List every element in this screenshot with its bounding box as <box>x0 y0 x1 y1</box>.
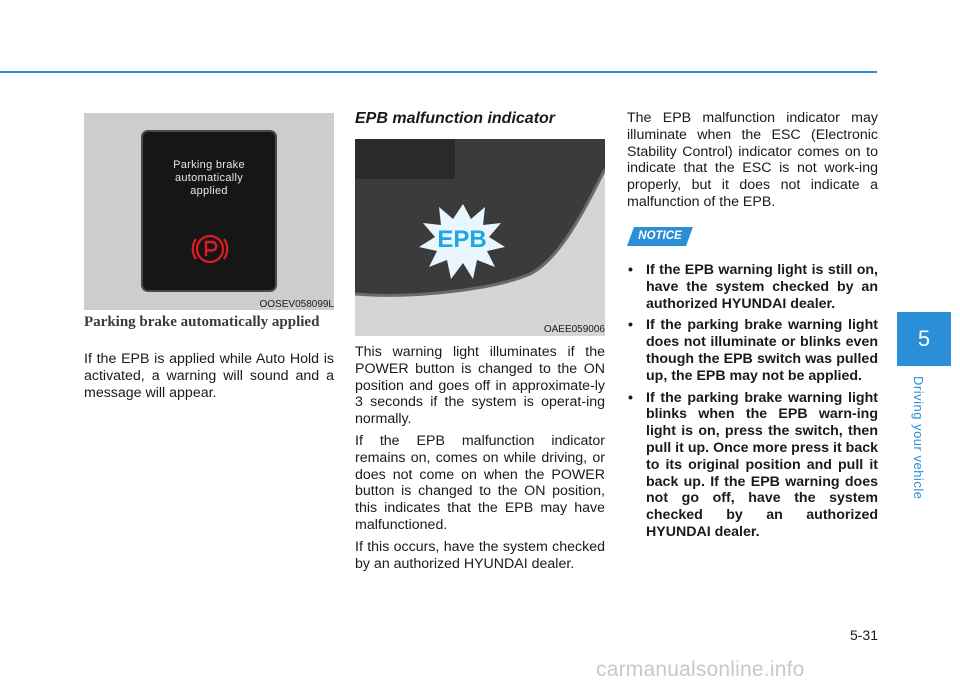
bullet: • <box>628 262 633 278</box>
chapter-label: Driving your vehicle <box>911 376 926 500</box>
epb-symbol: EPB <box>437 226 487 253</box>
mid-paragraph-2: If the EPB malfunction indicator remains on, comes on while driving, or does not come on when the POWER button is changed to the ON position, this indicates that the EPB may have malfunctioned. <box>355 432 605 533</box>
figure-code: OOSEV058099L <box>259 299 334 310</box>
bullet: • <box>628 317 633 334</box>
right-intro-paragraph: The EPB malfunction indicator may illuminate when the ESC (Electronic Stability Control) indicator comes on to indicate that the ESC is not work-ing properly, but it does not indicate a malfunction of the EPB. <box>627 110 878 210</box>
notice-item <box>627 262 878 312</box>
mid-paragraph-3: If this occurs, have the system checked by an authorized HYUNDAI dealer. <box>355 538 605 572</box>
section-heading: EPB malfunction indicator <box>355 110 556 127</box>
header-rule <box>0 71 877 73</box>
notice-item-text: If the EPB warning light is still on, have the system checked by an authorized HYUNDAI dealer. <box>646 262 878 312</box>
mid-paragraph-1: This warning light illuminates if the POWER button is changed to the ON position and goes off in approximate-ly 3 seconds if the system is operat-ing normally. <box>355 344 605 428</box>
notice-item-text: If the parking brake warning light blinks when the EPB warn-ing light is on, press the switch, then pull it up. Once more press it back to its original position and pull it back up. If the EPB warning does not go off, have the system checked by an authorized HYUNDAI dealer. <box>646 389 878 540</box>
page-number: 5-31 <box>849 627 878 643</box>
notice-item-text: If the parking brake warning light does not illuminate or blinks even though the EPB switch was pulled up, the EPB may not be applied. <box>646 317 878 384</box>
chapter-number: 5 <box>917 326 931 351</box>
cluster-message-text: Parking brake automatically applied <box>173 159 245 197</box>
bullet: • <box>628 389 633 406</box>
watermark: carmanualsonline.info <box>596 658 805 681</box>
auto-hold-display-figure <box>84 113 334 310</box>
notice-label: NOTICE <box>638 230 682 242</box>
notice-item <box>627 390 878 541</box>
left-paragraph: If the EPB is applied while Auto Hold is activated, a warning will sound and a message will appear. <box>84 351 334 401</box>
parking-brake-p-icon <box>190 229 230 269</box>
notice-list <box>627 262 878 546</box>
epb-indicator-figure <box>355 139 605 336</box>
section-subtitle: Parking brake automatically applied <box>84 314 320 330</box>
epb-indicator-illustration <box>355 139 605 336</box>
cluster-message-panel <box>143 132 275 290</box>
figure-code: OAEE059006 <box>543 324 605 335</box>
notice-item <box>627 317 878 384</box>
